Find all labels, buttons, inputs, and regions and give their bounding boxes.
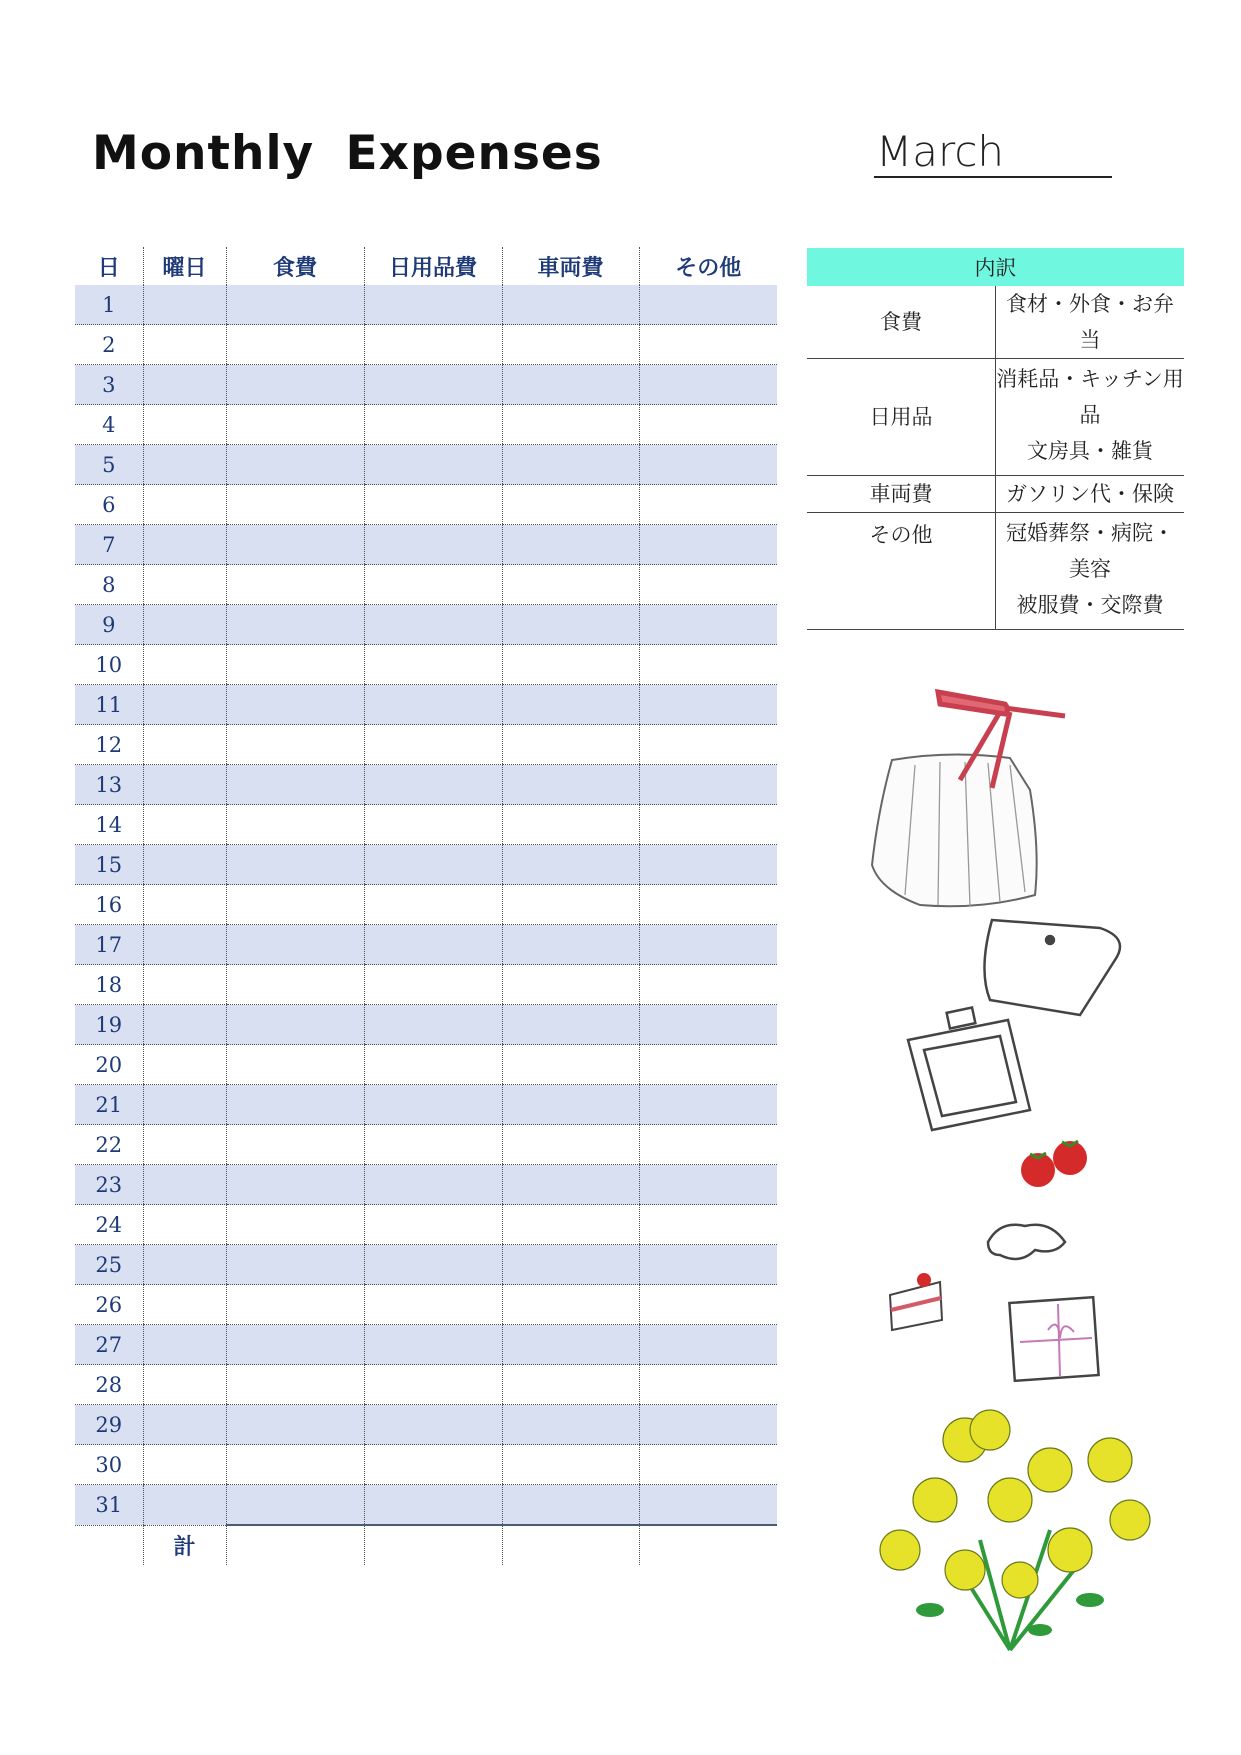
entry-cell[interactable] [502,325,639,365]
breakdown-items [996,476,1185,513]
entry-cell[interactable] [143,1285,226,1325]
total-label: 計 [143,1525,226,1565]
table-row [75,1125,777,1165]
entry-cell[interactable] [226,1205,364,1245]
day-number: 17 [75,925,143,965]
table-row [75,605,777,645]
breakdown-item: ガソリン代・保険 [1006,482,1174,506]
entry-cell[interactable] [502,405,639,445]
day-number: 15 [75,845,143,885]
table-row [75,365,777,405]
entry-cell[interactable] [502,645,639,685]
day-number: 30 [75,1445,143,1485]
breakdown-item: 消耗品・キッチン用品 [996,367,1184,427]
table-row [75,1405,777,1445]
entry-cell[interactable] [639,965,777,1005]
entry-cell[interactable] [639,845,777,885]
entry-cell[interactable] [502,445,639,485]
table-row [75,1485,777,1526]
entry-cell[interactable] [143,1245,226,1285]
entry-cell[interactable] [639,1085,777,1125]
table-row [75,725,777,765]
entry-cell[interactable] [364,725,502,765]
day-number: 27 [75,1325,143,1365]
table-row [75,285,777,325]
month-field[interactable]: March [874,128,1112,178]
entry-cell[interactable] [364,1485,502,1526]
entry-cell[interactable] [639,765,777,805]
entry-cell[interactable] [143,1325,226,1365]
entry-cell[interactable] [364,1125,502,1165]
entry-cell[interactable] [143,645,226,685]
entry-cell[interactable] [143,1205,226,1245]
day-number: 4 [75,405,143,445]
day-number: 10 [75,645,143,685]
entry-cell[interactable] [502,805,639,845]
column-header: 曜日 [143,247,226,285]
entry-cell[interactable] [226,1045,364,1085]
entry-cell[interactable] [226,405,364,445]
entry-cell[interactable] [226,1285,364,1325]
entry-cell[interactable] [502,845,639,885]
entry-cell[interactable] [639,1365,777,1405]
entry-cell[interactable] [364,445,502,485]
entry-cell[interactable] [639,1205,777,1245]
entry-cell[interactable] [502,1365,639,1405]
entry-cell[interactable] [143,1085,226,1125]
entry-cell[interactable] [226,485,364,525]
entry-cell[interactable] [226,1165,364,1205]
entry-cell[interactable] [143,885,226,925]
entry-cell[interactable] [226,285,364,325]
entry-cell[interactable] [143,925,226,965]
entry-cell[interactable] [502,285,639,325]
entry-cell[interactable] [502,605,639,645]
entry-cell[interactable] [143,965,226,1005]
entry-cell[interactable] [639,605,777,645]
entry-cell[interactable] [143,285,226,325]
table-row [75,1325,777,1365]
entry-cell[interactable] [143,1165,226,1205]
entry-cell[interactable] [364,1045,502,1085]
entry-cell[interactable] [502,525,639,565]
entry-cell[interactable] [639,1325,777,1365]
entry-cell[interactable] [502,1445,639,1485]
entry-cell[interactable] [226,365,364,405]
table-row [75,645,777,685]
breakdown-category: 食費 [807,286,996,359]
entry-cell[interactable] [502,485,639,525]
day-number: 14 [75,805,143,845]
day-number: 26 [75,1285,143,1325]
entry-cell[interactable] [502,965,639,1005]
day-number: 2 [75,325,143,365]
entry-cell[interactable] [639,365,777,405]
day-number: 22 [75,1125,143,1165]
breakdown-row [807,513,1184,630]
table-row [75,1365,777,1405]
day-number: 13 [75,765,143,805]
entry-cell[interactable] [364,1005,502,1045]
entry-cell[interactable] [502,765,639,805]
table-row [75,965,777,1005]
expense-table [75,247,777,1565]
entry-cell[interactable] [364,605,502,645]
entry-cell[interactable] [364,885,502,925]
table-row [75,805,777,845]
entry-cell[interactable] [639,645,777,685]
entry-cell[interactable] [226,605,364,645]
column-header: 日用品費 [364,247,502,285]
croissant-illustration [988,1225,1065,1259]
entry-cell[interactable] [639,405,777,445]
entry-cell[interactable] [364,1205,502,1245]
entry-cell[interactable] [143,1405,226,1445]
entry-cell[interactable] [364,285,502,325]
entry-cell[interactable] [143,685,226,725]
entry-cell[interactable] [364,565,502,605]
entry-cell[interactable] [639,925,777,965]
day-number: 9 [75,605,143,645]
table-row [75,685,777,725]
day-number: 28 [75,1365,143,1405]
day-number: 31 [75,1485,143,1526]
entry-cell[interactable] [639,1245,777,1285]
page-title: Monthly Expenses [92,126,603,181]
entry-cell[interactable] [502,1325,639,1365]
entry-cell[interactable] [364,405,502,445]
entry-cell[interactable] [502,1405,639,1445]
entry-cell[interactable] [502,1125,639,1165]
entry-cell[interactable] [143,1005,226,1045]
breakdown-row [807,286,1184,359]
entry-cell[interactable] [226,845,364,885]
table-row [75,885,777,925]
entry-cell[interactable] [143,1045,226,1085]
illustrations [860,670,1190,1680]
entry-cell[interactable] [364,765,502,805]
day-number: 3 [75,365,143,405]
entry-cell[interactable] [364,1165,502,1205]
breakdown-title: 内訳 [807,248,1184,286]
day-number: 24 [75,1205,143,1245]
day-number: 6 [75,485,143,525]
day-number: 8 [75,565,143,605]
entry-cell[interactable] [143,1365,226,1405]
table-row [75,1445,777,1485]
entry-cell[interactable] [143,765,226,805]
handkerchief-illustration [984,920,1120,1015]
entry-cell[interactable] [639,325,777,365]
entry-cell[interactable] [639,1485,777,1526]
entry-cell[interactable] [639,725,777,765]
entry-cell[interactable] [639,1285,777,1325]
table-row [75,1085,777,1125]
breakdown-item: 被服費・交際費 [1016,593,1164,617]
entry-cell[interactable] [226,1125,364,1165]
day-number: 19 [75,1005,143,1045]
day-number: 11 [75,685,143,725]
entry-cell[interactable] [226,1005,364,1045]
entry-cell[interactable] [502,1165,639,1205]
entry-cell[interactable] [639,1445,777,1485]
entry-cell[interactable] [143,725,226,765]
entry-cell[interactable] [502,925,639,965]
breakdown-row [807,359,1184,476]
entry-cell[interactable] [226,965,364,1005]
entry-cell[interactable] [639,565,777,605]
entry-cell[interactable] [226,1325,364,1365]
entry-cell[interactable] [364,1285,502,1325]
entry-cell[interactable] [226,445,364,485]
column-header: 食費 [226,247,364,285]
entry-cell[interactable] [226,1085,364,1125]
breakdown-items [996,286,1185,359]
entry-cell[interactable] [226,925,364,965]
table-row [75,525,777,565]
gift-illustration [1009,1297,1098,1381]
entry-cell[interactable] [639,1405,777,1445]
day-number: 23 [75,1165,143,1205]
column-header: 車両費 [502,247,639,285]
table-row [75,405,777,445]
table-row [75,925,777,965]
entry-cell[interactable] [639,1125,777,1165]
entry-cell[interactable] [639,1005,777,1045]
entry-cell[interactable] [639,885,777,925]
table-row [75,845,777,885]
breakdown-category: その他 [807,513,996,630]
entry-cell[interactable] [226,565,364,605]
entry-cell[interactable] [502,1085,639,1125]
entry-cell[interactable] [143,565,226,605]
entry-cell[interactable] [364,1445,502,1485]
table-row [75,325,777,365]
entry-cell[interactable] [364,365,502,405]
entry-cell[interactable] [143,365,226,405]
entry-cell[interactable] [639,805,777,845]
entry-cell[interactable] [226,1485,364,1526]
table-row [75,1285,777,1325]
blank-cell [75,1525,143,1565]
day-number: 18 [75,965,143,1005]
entry-cell[interactable] [364,485,502,525]
skirt-illustration [872,754,1037,906]
entry-cell[interactable] [639,1165,777,1205]
day-number: 21 [75,1085,143,1125]
entry-cell[interactable] [502,725,639,765]
entry-cell[interactable] [143,325,226,365]
flowers-illustration [880,1410,1150,1650]
entry-cell[interactable] [364,325,502,365]
day-number: 20 [75,1045,143,1085]
cake-illustration [890,1273,942,1330]
entry-cell[interactable] [226,1365,364,1405]
entry-cell[interactable] [226,885,364,925]
entry-cell[interactable] [639,685,777,725]
entry-cell[interactable] [639,445,777,485]
total-row [75,1525,777,1565]
entry-cell[interactable] [364,1325,502,1365]
entry-cell[interactable] [502,1285,639,1325]
breakdown-category: 車両費 [807,476,996,513]
total-cell[interactable] [639,1525,777,1565]
breakdown-item: 文房具・雑貨 [1027,439,1153,463]
breakdown-items [996,359,1185,476]
column-header: 日 [97,255,120,281]
day-number: 7 [75,525,143,565]
entry-cell[interactable] [639,485,777,525]
entry-cell[interactable] [143,485,226,525]
table-row [75,1165,777,1205]
entry-cell[interactable] [226,1245,364,1285]
entry-cell[interactable] [143,605,226,645]
entry-cell[interactable] [639,285,777,325]
entry-cell[interactable] [143,1485,226,1526]
entry-cell[interactable] [502,685,639,725]
day-number: 29 [75,1405,143,1445]
entry-cell[interactable] [502,1205,639,1245]
entry-cell[interactable] [639,525,777,565]
table-row [75,1045,777,1085]
entry-cell[interactable] [143,1125,226,1165]
entry-cell[interactable] [226,525,364,565]
table-row [75,1005,777,1045]
table-row [75,445,777,485]
entry-cell[interactable] [502,1245,639,1285]
entry-cell[interactable] [226,1445,364,1485]
entry-cell[interactable] [143,1445,226,1485]
entry-cell[interactable] [364,1245,502,1285]
entry-cell[interactable] [639,1045,777,1085]
clipboard-illustration [908,1007,1030,1130]
breakdown-category: 日用品 [807,359,996,476]
entry-cell[interactable] [226,805,364,845]
table-row [75,1205,777,1245]
entry-cell[interactable] [364,645,502,685]
entry-cell[interactable] [143,845,226,885]
table-row [75,1245,777,1285]
entry-cell[interactable] [364,1085,502,1125]
breakdown-item: 食材・外食・お弁当 [1006,292,1174,352]
day-number: 5 [75,445,143,485]
entry-cell[interactable] [502,1045,639,1085]
entry-cell[interactable] [364,1405,502,1445]
entry-cell[interactable] [226,1405,364,1445]
entry-cell[interactable] [364,1365,502,1405]
entry-cell[interactable] [502,565,639,605]
entry-cell[interactable] [226,325,364,365]
entry-cell[interactable] [502,1005,639,1045]
entry-cell[interactable] [364,805,502,845]
day-number: 12 [75,725,143,765]
table-header-row [75,247,777,285]
breakdown-row [807,476,1184,513]
entry-cell[interactable] [364,965,502,1005]
entry-cell[interactable] [143,405,226,445]
column-header: その他 [639,247,777,285]
entry-cell[interactable] [364,685,502,725]
entry-cell[interactable] [143,525,226,565]
entry-cell[interactable] [364,925,502,965]
tomatoes-illustration [1021,1141,1087,1187]
entry-cell[interactable] [502,885,639,925]
breakdown-table [807,248,1184,630]
entry-cell[interactable] [364,525,502,565]
entry-cell[interactable] [364,845,502,885]
breakdown-items [996,513,1185,630]
day-number: 16 [75,885,143,925]
day-number: 1 [75,285,143,325]
table-row [75,565,777,605]
table-row [75,765,777,805]
table-row [75,485,777,525]
day-number: 25 [75,1245,143,1285]
total-cell[interactable] [364,1525,502,1565]
entry-cell[interactable] [143,805,226,845]
breakdown-item: 冠婚葬祭・病院・美容 [1006,521,1174,581]
entry-cell[interactable] [226,645,364,685]
entry-cell[interactable] [226,765,364,805]
entry-cell[interactable] [502,365,639,405]
entry-cell[interactable] [502,1485,639,1526]
entry-cell[interactable] [143,445,226,485]
total-cell[interactable] [502,1525,639,1565]
total-cell[interactable] [226,1525,364,1565]
entry-cell[interactable] [226,725,364,765]
entry-cell[interactable] [226,685,364,725]
